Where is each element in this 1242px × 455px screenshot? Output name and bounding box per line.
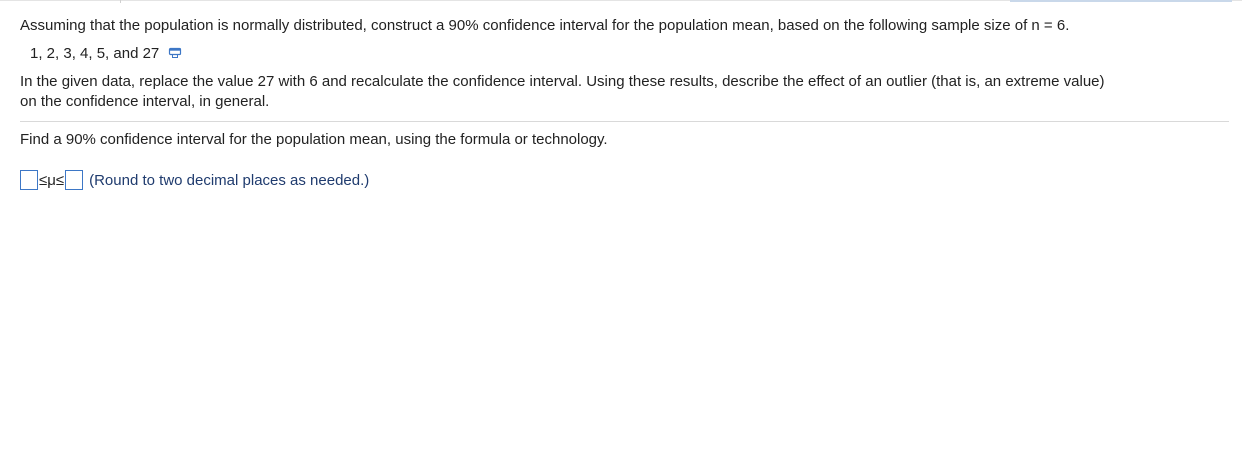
part-prompt: Find a 90% confidence interval for the population mean, using the formula or technology.	[20, 131, 608, 148]
answer-row	[20, 168, 369, 192]
copy-data-icon[interactable]	[168, 47, 182, 59]
top-tick	[120, 0, 121, 3]
inequality-symbols: ≤μ≤	[39, 171, 65, 189]
rounding-hint: (Round to two decimal places as needed.)	[89, 171, 370, 189]
instruction-text: In the given data, replace the value 27 with 6 and recalculate the confidence interval. Using these results, describe the effect of an outlier (that is, an extreme value)	[20, 73, 1105, 90]
top-accent-bar	[1010, 0, 1232, 2]
question-text: Assuming that the population is normally distributed, construct a 90% confidence interval for the population mean, based on the following sample size of n = 6.	[20, 17, 1070, 34]
sample-values: 1, 2, 3, 4, 5, and 27	[30, 45, 160, 62]
lower-bound-input[interactable]	[20, 170, 38, 190]
upper-bound-input[interactable]	[65, 170, 83, 190]
sample-data	[30, 44, 182, 64]
section-divider	[20, 121, 1229, 122]
instruction-text-continued: on the confidence interval, in general.	[20, 93, 270, 110]
